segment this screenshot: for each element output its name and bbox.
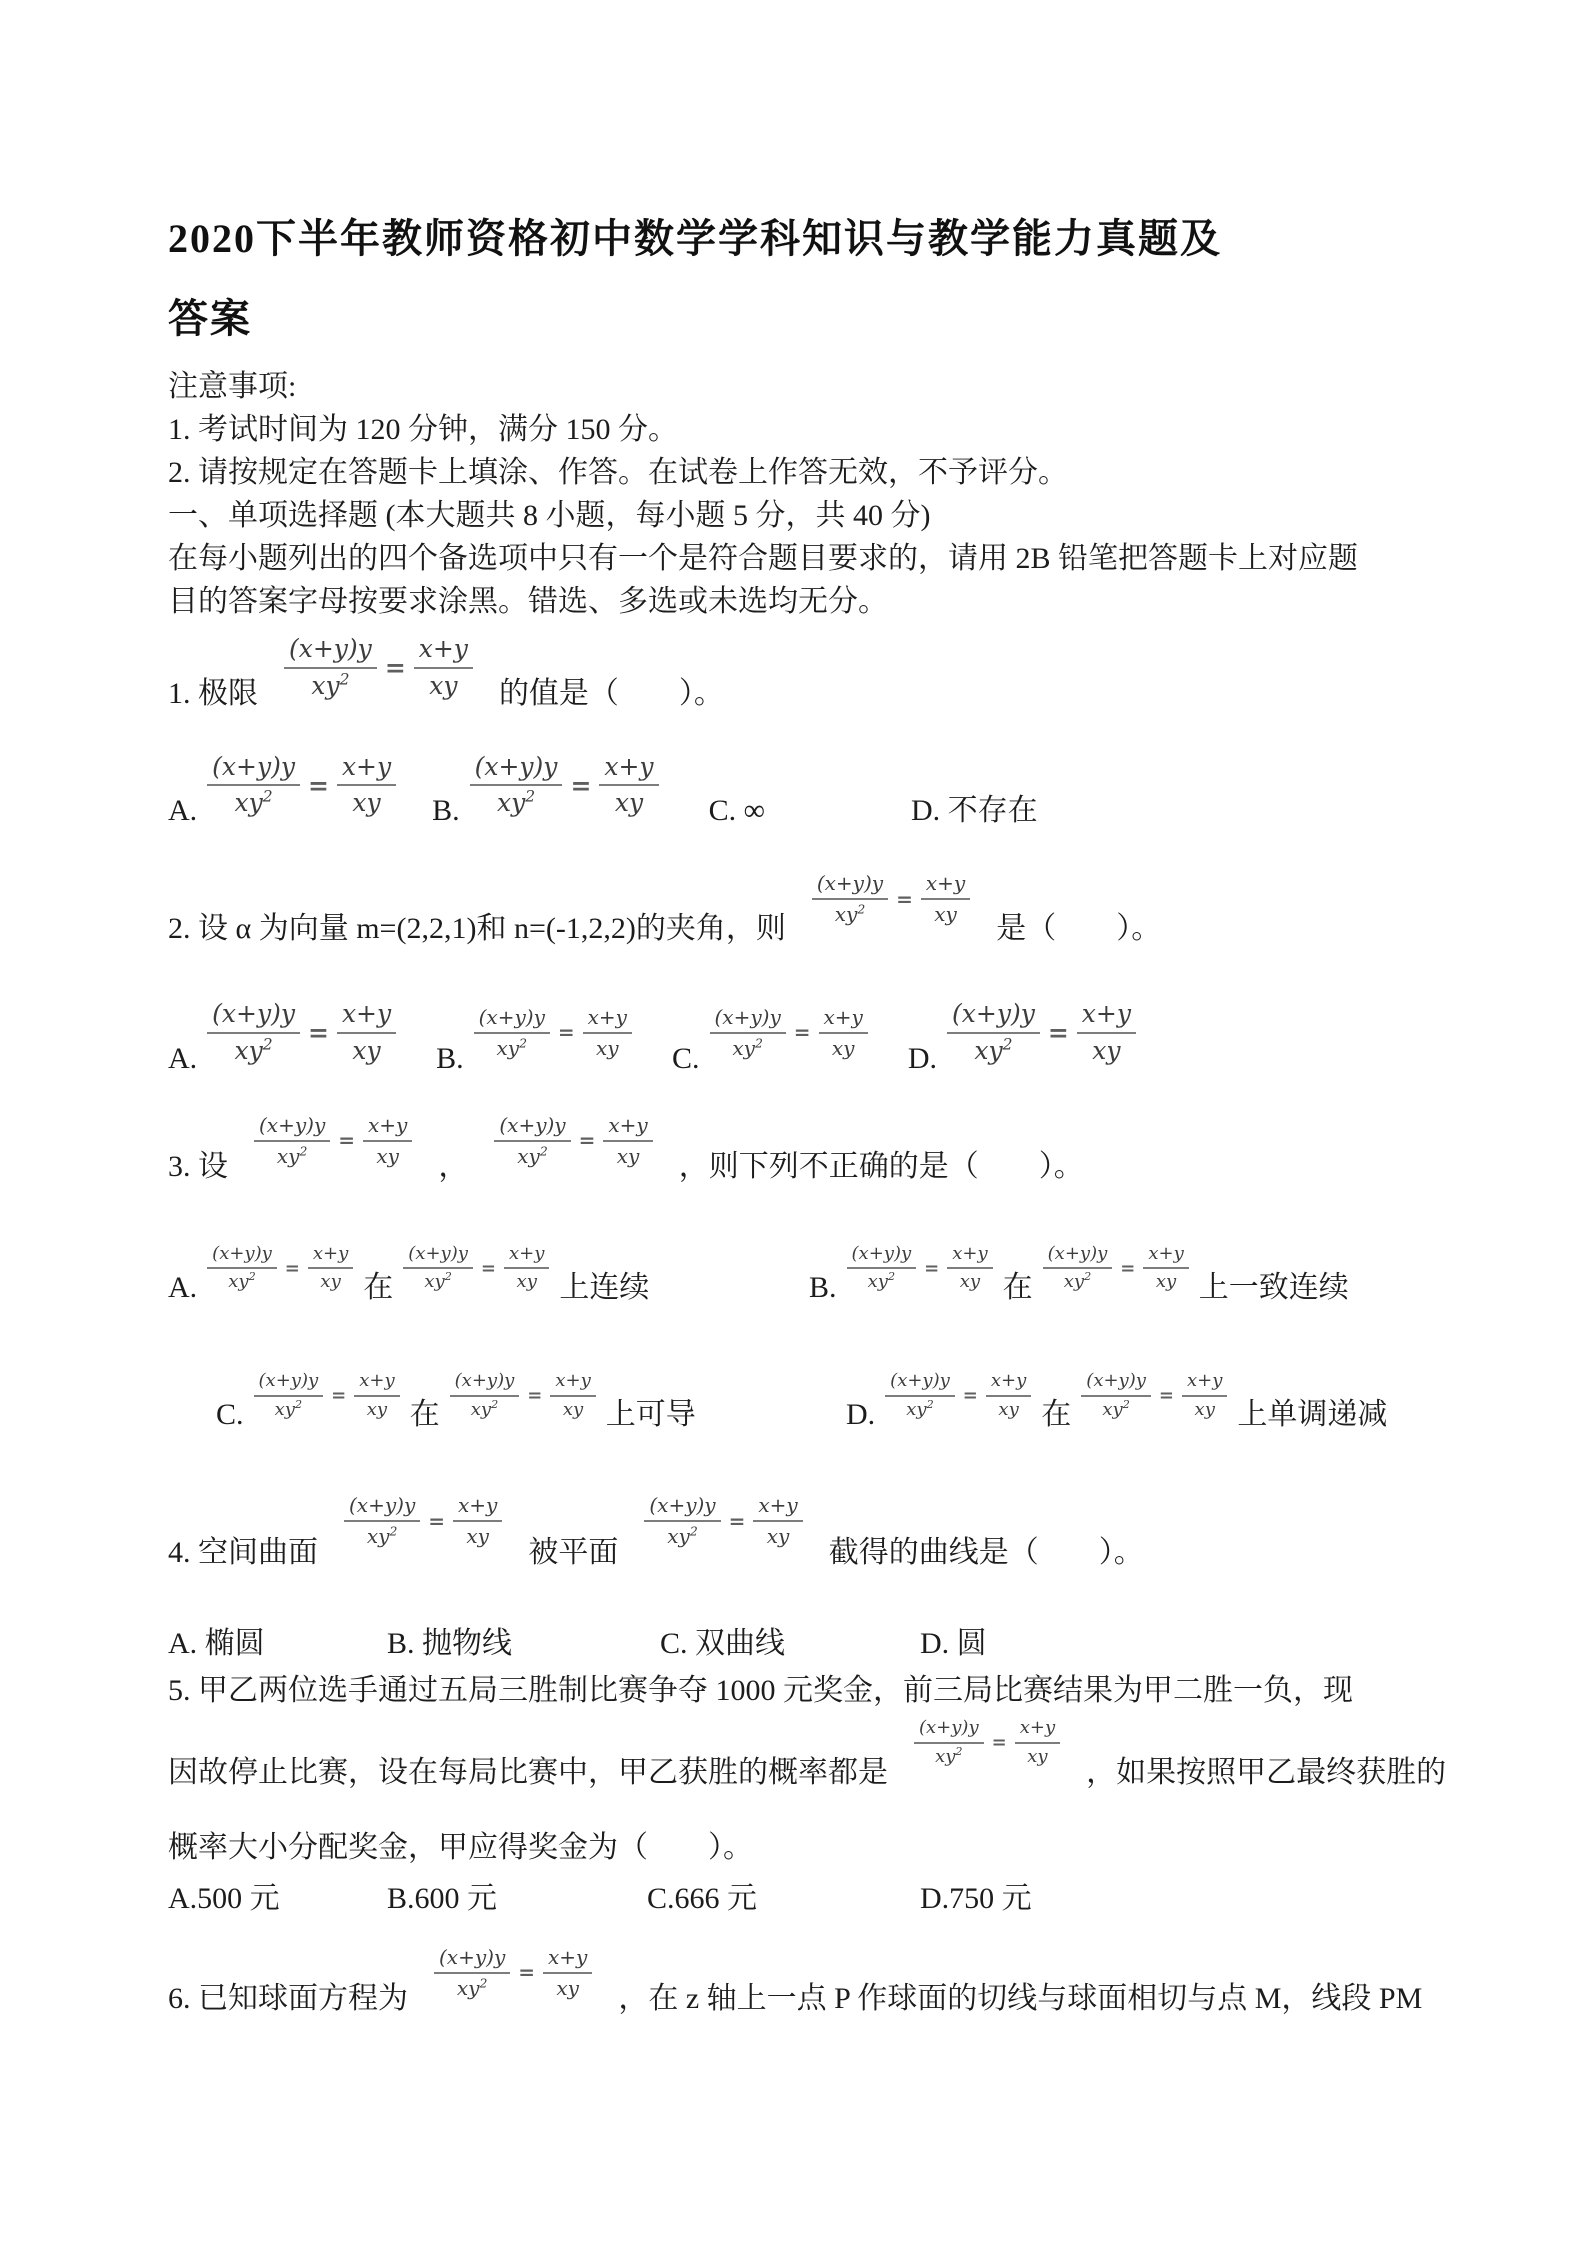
question-4-suffix: 截得的曲线是（ ）。 xyxy=(828,1536,1144,1570)
question-3-comma: ， xyxy=(438,1149,469,1183)
option-c-mid: 在 xyxy=(409,1398,440,1432)
option-label: A. xyxy=(168,1270,198,1304)
option-b-mid: 在 xyxy=(1002,1270,1033,1304)
document-title-line2: 答案 xyxy=(168,296,252,341)
question-5-option-c: C.666 元 xyxy=(647,1881,758,1915)
question-3-prefix: 3. 设 xyxy=(168,1149,228,1183)
question-3-stem xyxy=(168,1114,1421,1188)
question-5-line3: 概率大小分配奖金，甲应得奖金为（ ）。 xyxy=(168,1830,753,1864)
notice-item-1: 1. 考试时间为 120 分钟，满分 150 分。 xyxy=(168,413,678,446)
math-formula: $\frac{(x+y)y}{xy^2}$ = $\frac{x+y}{xy}$ xyxy=(947,1000,1136,1066)
notice-heading: 注意事项: xyxy=(168,370,297,403)
question-1-option-b xyxy=(432,753,658,833)
question-5-line2-suffix: ，如果按照甲乙最终获胜的 xyxy=(1086,1755,1447,1789)
math-formula: $\frac{(x+y)y}{xy^2}$ = $\frac{x+y}{xy}$ xyxy=(207,1000,396,1066)
question-4-prefix: 4. 空间曲面 xyxy=(168,1536,318,1570)
math-formula: $\frac{(x+y)y}{xy^2}$ = $\frac{x+y}{xy}$ xyxy=(284,635,473,701)
question-5-option-b: B.600 元 xyxy=(387,1881,498,1915)
option-label: D. xyxy=(907,1041,938,1075)
math-formula: $\frac{(x+y)y}{xy^2}$ = $\frac{x+y}{xy}$ xyxy=(344,1494,502,1548)
math-formula: $\frac{(x+y)y}{xy^2}$ = $\frac{x+y}{xy}$ xyxy=(254,1371,400,1420)
question-2-option-a xyxy=(168,1000,396,1080)
option-label: B. xyxy=(436,1041,464,1075)
section-instruction-line2: 目的答案字母按要求涂黑。错选、多选或未选均无分。 xyxy=(168,585,888,618)
option-label: D. xyxy=(846,1398,876,1432)
option-label: C. xyxy=(216,1398,244,1432)
question-2-options xyxy=(168,1000,1421,1080)
option-c-tail: 上可导 xyxy=(605,1398,696,1432)
option-d-tail: 上单调递减 xyxy=(1237,1398,1388,1432)
math-formula: $\frac{(x+y)y}{xy^2}$ = $\frac{x+y}{xy}$ xyxy=(207,1244,353,1293)
question-3-option-a xyxy=(168,1244,783,1309)
math-formula: $\frac{(x+y)y}{xy^2}$ = $\frac{x+y}{xy}$ xyxy=(914,1718,1060,1767)
option-label: B. xyxy=(432,794,460,827)
question-5-options xyxy=(168,1877,1421,1920)
math-formula: $\frac{(x+y)y}{xy^2}$ = $\frac{x+y}{xy}$ xyxy=(474,1006,632,1060)
question-1-suffix: 的值是（ ）。 xyxy=(498,676,724,710)
math-formula: $\frac{(x+y)y}{xy^2}$ = $\frac{x+y}{xy}$ xyxy=(494,1114,652,1168)
question-4-option-b: B. 抛物线 xyxy=(387,1627,513,1661)
math-formula: $\frac{(x+y)y}{xy^2}$ = $\frac{x+y}{xy}$ xyxy=(847,1244,993,1293)
question-6-suffix: ，在 z 轴上一点 P 作球面的切线与球面相切与点 M，线段 PM xyxy=(618,1981,1423,2015)
question-3-option-c xyxy=(168,1371,820,1436)
question-5-line1: 5. 甲乙两位选手通过五局三胜制比赛争夺 1000 元奖金，前三局比赛结果为甲二胜一负，现 xyxy=(168,1674,1353,1708)
section-heading: 一、单项选择题 (本大题共 8 小题，每小题 5 分，共 40 分) xyxy=(168,499,931,532)
notice-item-2: 2. 请按规定在答题卡上填涂、作答。在试卷上作答无效，不予评分。 xyxy=(168,456,1068,489)
question-4-option-c: C. 双曲线 xyxy=(660,1627,786,1661)
question-3-suffix: ，则下列不正确的是（ ）。 xyxy=(678,1149,1084,1183)
option-a-mid: 在 xyxy=(363,1270,394,1304)
question-2-option-d xyxy=(908,1000,1136,1080)
question-3-option-b xyxy=(809,1244,1349,1309)
math-formula: $\frac{(x+y)y}{xy^2}$ = $\frac{x+y}{xy}$ xyxy=(450,1371,596,1420)
math-formula: $\frac{(x+y)y}{xy^2}$ = $\frac{x+y}{xy}$ xyxy=(710,1006,868,1060)
question-1-options xyxy=(168,753,1421,833)
question-2-suffix: 是（ ）。 xyxy=(996,912,1162,945)
question-5-line2 xyxy=(168,1717,1447,1793)
question-4-option-d: D. 圆 xyxy=(920,1627,987,1661)
question-6-stem xyxy=(168,1946,1421,2020)
question-2-option-c xyxy=(672,1006,868,1080)
math-formula: $\frac{(x+y)y}{xy^2}$ = $\frac{x+y}{xy}$ xyxy=(254,1114,412,1168)
math-formula: $\frac{(x+y)y}{xy^2}$ = $\frac{x+y}{xy}$ xyxy=(885,1371,1031,1420)
question-5-option-a: A.500 元 xyxy=(168,1881,280,1915)
question-2-stem xyxy=(168,872,1421,950)
question-3-option-d xyxy=(846,1371,1387,1436)
question-3-options-cd xyxy=(168,1371,1421,1436)
question-2-prefix: 2. 设 α 为向量 m=(2,2,1)和 n=(-1,2,2)的夹角，则 xyxy=(168,912,786,945)
question-1-option-d: D. 不存在 xyxy=(910,794,1038,827)
option-label: A. xyxy=(168,1041,198,1075)
question-1-prefix: 1. 极限 xyxy=(168,676,258,710)
question-4-option-a: A. 椭圆 xyxy=(168,1627,265,1661)
question-2-option-b xyxy=(436,1006,632,1080)
question-1-option-a xyxy=(168,753,396,833)
document-title-line1: 2020下半年教师资格初中数学学科知识与教学能力真题及 xyxy=(168,216,1222,261)
question-4-mid: 被平面 xyxy=(528,1536,619,1570)
math-formula: $\frac{(x+y)y}{xy^2}$ = $\frac{x+y}{xy}$ xyxy=(1043,1244,1189,1293)
math-formula: $\frac{(x+y)y}{xy^2}$ = $\frac{x+y}{xy}$ xyxy=(644,1494,802,1548)
math-formula: $\frac{(x+y)y}{xy^2}$ = $\frac{x+y}{xy}$ xyxy=(403,1244,549,1293)
math-formula: $\frac{(x+y)y}{xy^2}$ = $\frac{x+y}{xy}$ xyxy=(470,753,659,819)
option-b-tail: 上一致连续 xyxy=(1198,1270,1349,1304)
math-formula: $\frac{(x+y)y}{xy^2}$ = $\frac{x+y}{xy}$ xyxy=(207,753,396,819)
question-3-options-ab xyxy=(168,1244,1421,1309)
question-5-option-d: D.750 元 xyxy=(920,1881,1032,1915)
question-6-prefix: 6. 已知球面方程为 xyxy=(168,1981,408,2015)
question-1-stem xyxy=(168,635,1421,715)
option-label: B. xyxy=(809,1270,837,1304)
question-5-line2-prefix: 因故停止比赛，设在每局比赛中，甲乙获胜的概率都是 xyxy=(168,1755,888,1789)
section-instruction-line1: 在每小题列出的四个备选项中只有一个是符合题目要求的，请用 2B 铅笔把答题卡上对应题 xyxy=(168,542,1359,575)
option-label: A. xyxy=(168,794,198,827)
math-formula: $\frac{(x+y)y}{xy^2}$ = $\frac{x+y}{xy}$ xyxy=(434,1946,592,2000)
math-formula: $\frac{(x+y)y}{xy^2}$ = $\frac{x+y}{xy}$ xyxy=(1081,1371,1227,1420)
option-d-mid: 在 xyxy=(1041,1398,1072,1432)
question-4-options xyxy=(168,1622,1421,1665)
math-formula: $\frac{(x+y)y}{xy^2}$ = $\frac{x+y}{xy}$ xyxy=(812,872,970,926)
option-label: C. xyxy=(671,1041,700,1075)
question-4-stem xyxy=(168,1494,1421,1574)
option-a-tail: 上连续 xyxy=(559,1270,650,1304)
question-1-option-c: C. ∞ xyxy=(708,794,765,827)
